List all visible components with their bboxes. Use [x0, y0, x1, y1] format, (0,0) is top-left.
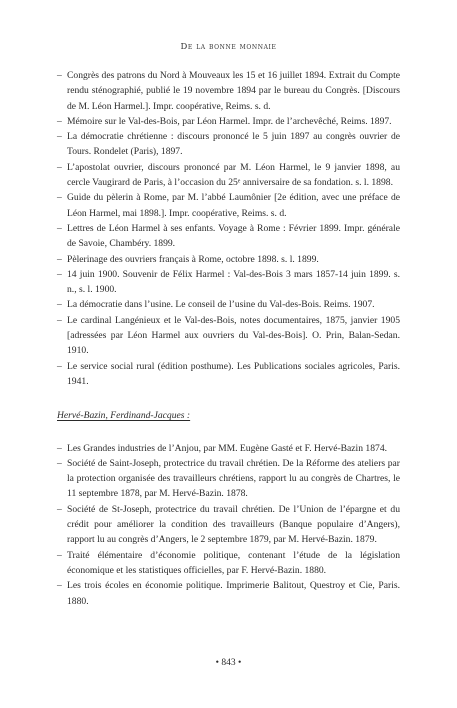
page-body	[57, 68, 400, 609]
list-item: – Le service social rural (édition posthume). Les Publications sociales agricoles, Paris. 1941.	[57, 359, 400, 390]
list-item: – Les trois écoles en économie politique. Imprimerie Balitout, Questroy et Cie, Paris. 1880.	[57, 578, 400, 609]
list-item: – Traité élémentaire d’économie politique, contenant l’étude de la législation économique et les statistiques officielles, par F. Hervé-Bazin. 1880.	[57, 548, 400, 579]
list-item: – Lettres de Léon Harmel à ses enfants. Voyage à Rome : Février 1899. Impr. générale de Savoie, Chambéry. 1899.	[57, 221, 400, 252]
list-item: – Le cardinal Langénieux et le Val-des-Bois, notes documentaires, 1875, janvier 1905 [adressées par Léon Harmel aux ouvriers du Val-des-Bois]. O. Prin, Balan-Sedan. 1910.	[57, 313, 400, 359]
list-item: – Congrès des patrons du Nord à Mouveaux les 15 et 16 juillet 1894. Extrait du Compte rendu sténographié, publié le 19 novembre 1894 par le bureau du Congrès. [Discours de M. Léon Harmel.]. Impr. coopérative, Reims. s. d.	[57, 68, 400, 114]
list-item: – Les Grandes industries de l’Anjou, par MM. Eugène Gasté et F. Hervé-Bazin 1874.	[57, 441, 400, 456]
list-item: – L’apostolat ouvrier, discours prononcé par M. Léon Harmel, le 9 janvier 1898, au cercle Vaugirard de Paris, à l’occasion du 25ᵉ anniversaire de sa fondation. s. l. 1898.	[57, 160, 400, 191]
bibliography-list-harmel	[57, 68, 400, 389]
list-item: – Mémoire sur le Val-des-Bois, par Léon Harmel. Impr. de l’archevêché, Reims. 1897.	[57, 114, 400, 129]
section-heading: Hervé-Bazin, Ferdinand-Jacques :	[57, 410, 191, 422]
list-item: – La démocratie dans l’usine. Le conseil de l’usine du Val-des-Bois. Reims. 1907.	[57, 297, 400, 312]
list-item: – 14 juin 1900. Souvenir de Félix Harmel : Val-des-Bois 3 mars 1857-14 juin 1899. s. n., s. l. 1900.	[57, 267, 400, 298]
running-head: De la bonne monnaie	[180, 42, 277, 52]
list-item: – Société de Saint-Joseph, protectrice du travail chrétien. De la Réforme des ateliers par la protection organisée des travailleurs chrétiens, rapport lu au congrès de Chartres, le 11 septembre 1878, par M. Hervé-Bazin. 1878.	[57, 456, 400, 502]
list-item: – Société de St-Joseph, protectrice du travail chrétien. De l’Union de l’épargne et du crédit pour améliorer la condition des travailleurs (Banque populaire d’Angers), rapport lu au congrès d’Angers, le 2 septembre 1879, par M. Hervé-Bazin. 1879.	[57, 502, 400, 548]
list-item: – Pèlerinage des ouvriers français à Rome, octobre 1898. s. l. 1899.	[57, 252, 400, 267]
list-item: – La démocratie chrétienne : discours prononcé le 5 juin 1897 au congrès ouvrier de Tours. Rondelet (Paris), 1897.	[57, 129, 400, 160]
list-item: – Guide du pèlerin à Rome, par M. l’abbé Laumônier [2e édition, avec une préface de Léon Harmel, mai 1898.]. Impr. coopérative, Reims. s. d.	[57, 190, 400, 221]
bibliography-list-herve-bazin	[57, 441, 400, 609]
page-number: • 843 •	[215, 658, 242, 668]
